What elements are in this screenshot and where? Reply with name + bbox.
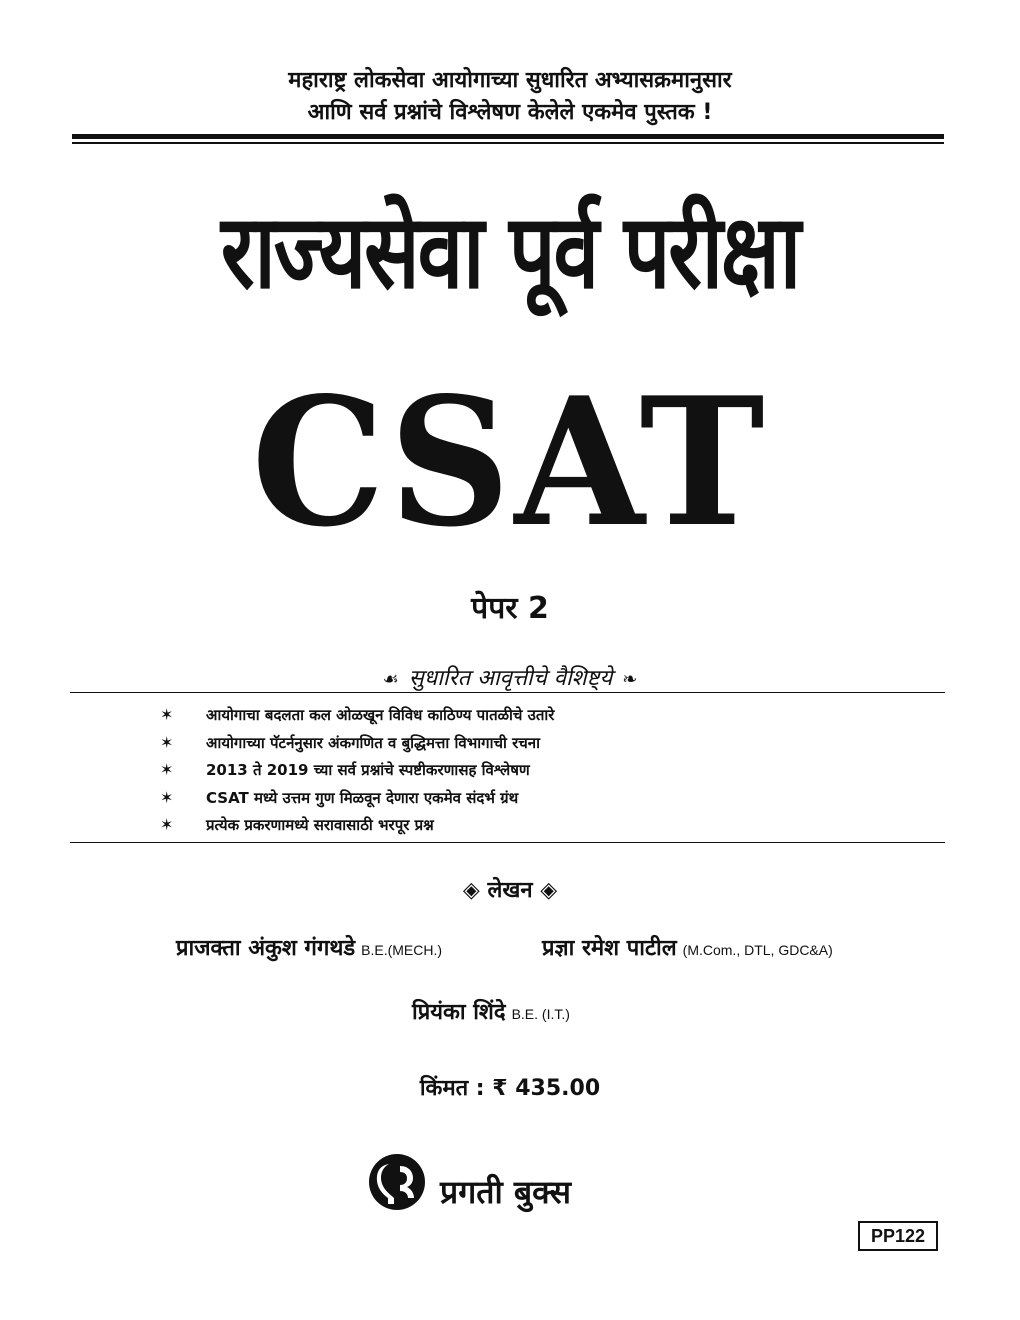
book-title: राज्यसेवा पूर्व परीक्षा: [220, 193, 800, 312]
author-name: प्राजक्ता अंकुश गंगथडे: [176, 936, 356, 961]
features-heading-text: सुधारित आवृत्तीचे वैशिष्ट्ये: [408, 666, 613, 691]
publisher-name: प्रगती बुक्स: [440, 1173, 572, 1211]
features-top-rule: [70, 692, 945, 693]
author-qualification: (M.Com., DTL, GDC&A): [682, 942, 833, 958]
author-qualification: B.E. (I.T.): [511, 1006, 570, 1022]
author-qualification: B.E.(MECH.): [361, 942, 443, 958]
star-bullet-icon: ✶: [160, 760, 174, 779]
list-item: [160, 811, 920, 839]
tagline-line-2: आणि सर्व प्रश्नांचे विश्लेषण केलेले एकमेव पुस्तक !: [307, 100, 713, 125]
star-bullet-icon: ✶: [160, 815, 174, 834]
feature-text: CSAT मध्ये उत्तम गुण मिळवून देणारा एकमेव संदर्भ ग्रंथ: [206, 788, 519, 807]
list-item: [160, 729, 920, 757]
paper-label: पेपर 2: [471, 591, 549, 626]
ornament-left-icon: ☙: [382, 669, 399, 690]
features-heading: [0, 662, 1020, 692]
feature-text: आयोगाचा बदलता कल ओळखून विविध काठिण्य पातळीचे उतारे: [206, 706, 555, 724]
header-rule-thick: [72, 134, 944, 139]
author-1: [176, 932, 442, 962]
pragati-books-logo-icon: [367, 1152, 427, 1212]
author-name: प्रियंका शिंदे: [412, 1000, 506, 1025]
price-label: किंमत : ₹ 435.00: [419, 1076, 601, 1101]
features-list: [160, 701, 920, 839]
subject-title: CSAT: [251, 358, 769, 566]
list-item: [160, 701, 920, 729]
feature-text: 2013 ते 2019 च्या सर्व प्रश्नांचे स्पष्टीकरणासह विश्लेषण: [206, 761, 530, 779]
author-name: प्रज्ञा रमेश पाटील: [542, 936, 677, 961]
authors-heading: ◈ लेखन ◈: [462, 878, 558, 903]
star-bullet-icon: ✶: [160, 732, 174, 752]
features-bottom-rule: [70, 842, 945, 843]
list-item: [160, 784, 920, 812]
feature-text: आयोगाच्या पॅटर्ननुसार अंकगणित व बुद्धिमत्ता विभागाची रचना: [206, 733, 540, 752]
tagline-line-1: महाराष्ट्र लोकसेवा आयोगाच्या सुधारित अभ्यासक्रमानुसार: [288, 68, 732, 93]
author-2: [542, 932, 833, 962]
list-item: [160, 756, 920, 784]
product-code-badge: PP122: [858, 1221, 938, 1251]
ornament-right-icon: ❧: [622, 669, 638, 690]
star-bullet-icon: ✶: [160, 787, 174, 807]
author-3: [412, 996, 570, 1026]
feature-text: प्रत्येक प्रकरणामध्ये सरावासाठी भरपूर प्रश्न: [206, 816, 434, 834]
header-rule-thin: [72, 142, 944, 144]
star-bullet-icon: ✶: [160, 705, 174, 724]
